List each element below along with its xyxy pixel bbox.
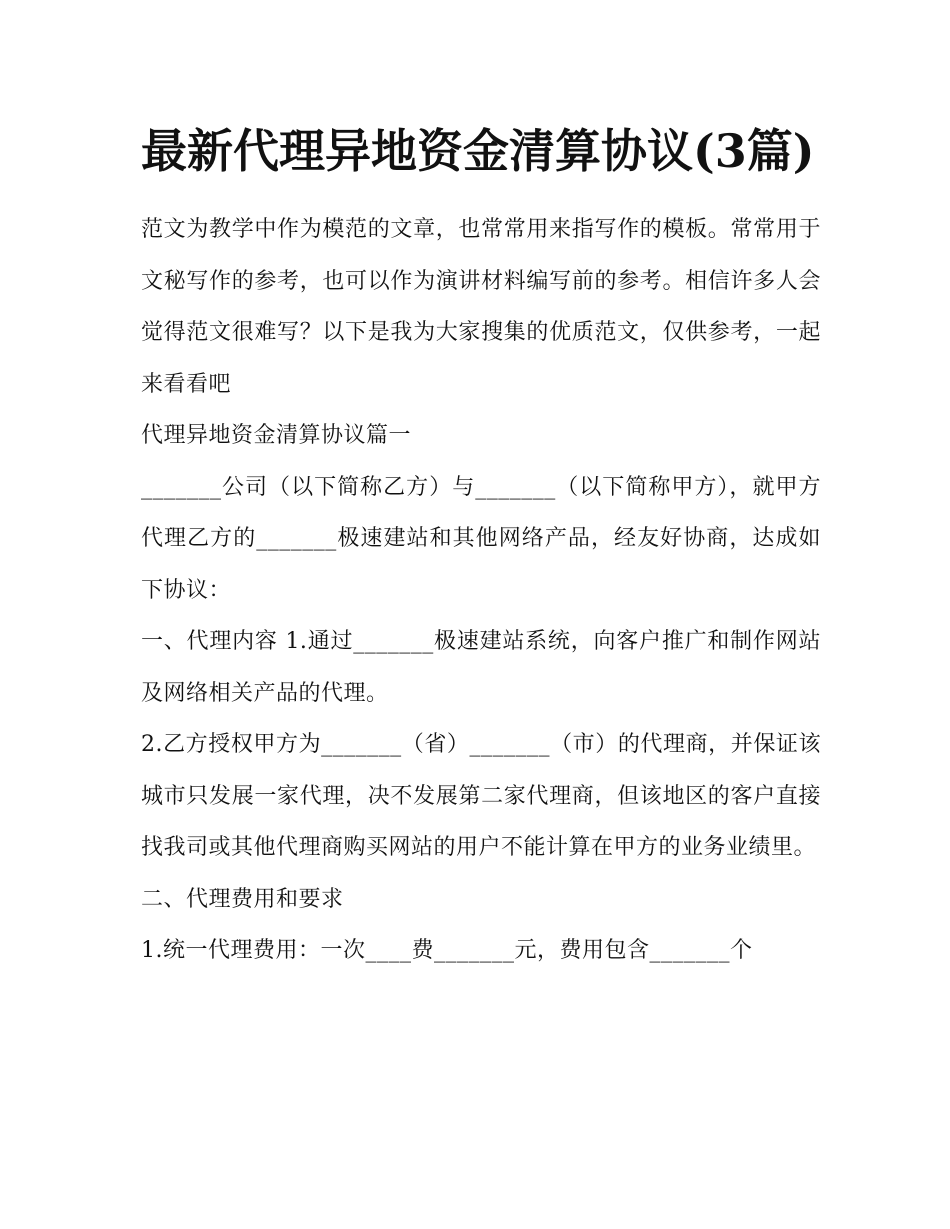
document-title: 最新代理异地资金清算协议(3篇) bbox=[141, 124, 815, 178]
clause-agency-content: 一、代理内容 1.通过_______极速建站系统，向客户推广和制作网站及网络相关产品的代理。 bbox=[141, 629, 821, 706]
clause-authorization: 2.乙方授权甲方为_______（省）_______（市）的代理商，并保证该城市只发展一家代理，决不发展第二家代理商，但该地区的客户直接找我司或其他代理商购买网站的用户不能计算在甲方的业务业绩里。 bbox=[141, 732, 821, 860]
intro-paragraph: 范文为教学中作为模范的文章，也常常用来指写作的模板。常常用于文秘写作的参考，也可以作为演讲材料编写前的参考。相信许多人会觉得范文很难写？以下是我为大家搜集的优质范文，仅供参考，一起来看看吧 bbox=[141, 217, 821, 397]
agreement-parties-paragraph: _______公司（以下简称乙方）与_______（以下简称甲方），就甲方代理乙方的_______极速建站和其他网络产品，经友好协商，达成如下协议： bbox=[141, 474, 821, 603]
document-body bbox=[141, 112, 821, 977]
clause-fees-heading: 二、代理费用和要求 bbox=[141, 886, 344, 912]
section-heading: 代理异地资金清算协议篇一 bbox=[141, 423, 412, 448]
clause-fees-item-1: 1.统一代理费用：一次____费_______元，费用包含_______个 bbox=[141, 938, 753, 963]
